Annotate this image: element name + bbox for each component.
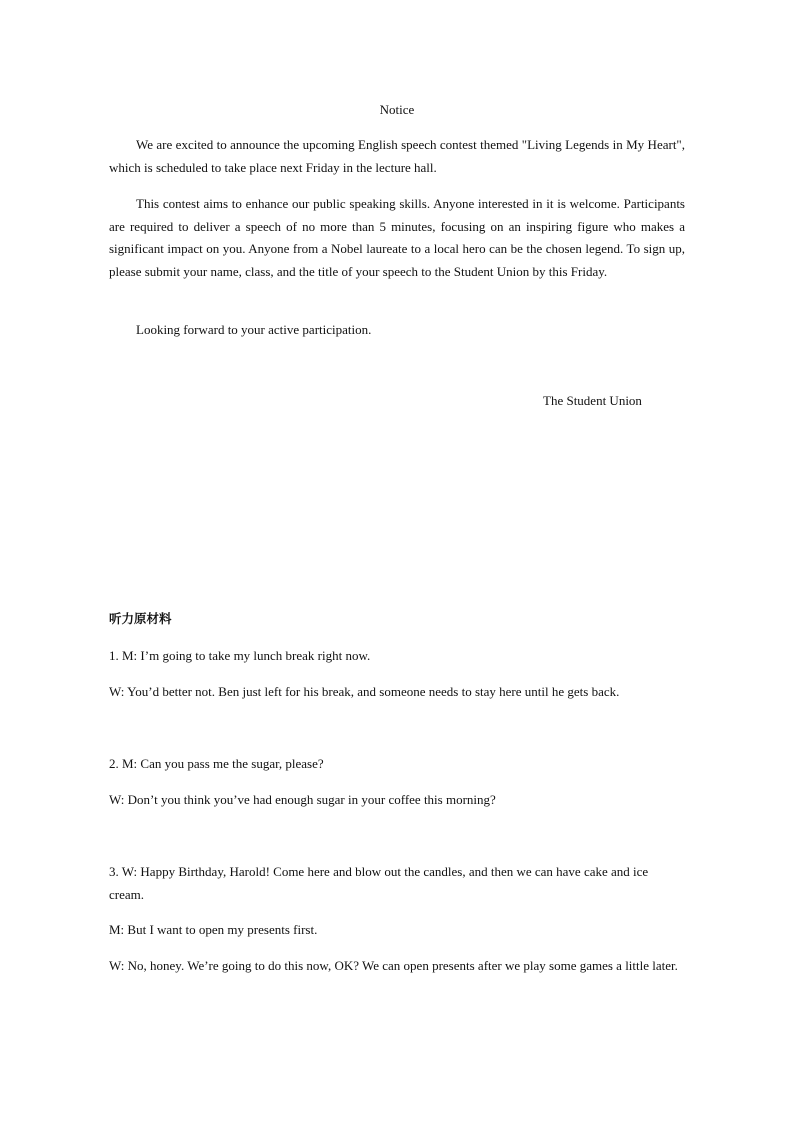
dialogue-line: 2. M: Can you pass me the sugar, please? — [109, 756, 324, 771]
dialogue-line: W: You’d better not. Ben just left for his break, and someone needs to stay here until he gets back. — [109, 684, 620, 699]
dialogue-line: 3. W: Happy Birthday, Harold! Come here and blow out the candles, and then we can have cake and ice cream. — [109, 864, 649, 902]
dialogue-line: W: No, honey. We’re going to do this now, OK? We can open presents after we play some games a little later. — [109, 958, 678, 973]
notice-signature: The Student Union — [543, 393, 642, 408]
notice-paragraph-closing: Looking forward to your active participation. — [136, 322, 372, 337]
dialogue-line: W: Don’t you think you’ve had enough sugar in your coffee this morning? — [109, 792, 496, 807]
listening-heading: 听力原材料 — [109, 611, 172, 626]
notice-paragraph-details: This contest aims to enhance our public speaking skills. Anyone interested in it is welcome. Participants are required to deliver a speech of no more than 5 minutes, focusing on an inspiring figure who makes a significant impact on you. Anyone from a Nobel laureate to a local hero can be the chosen legend. To sign up, please submit your name, class, and the title of your speech to the Student Union by this Friday. — [109, 196, 685, 279]
dialogue-line: M: But I want to open my presents first. — [109, 922, 318, 937]
dialogue-line: 1. M: I’m going to take my lunch break right now. — [109, 648, 371, 663]
notice-paragraph-intro: We are excited to announce the upcoming English speech contest themed "Living Legends in My Heart", which is scheduled to take place next Friday in the lecture hall. — [109, 137, 685, 175]
notice-title: Notice — [379, 102, 415, 117]
